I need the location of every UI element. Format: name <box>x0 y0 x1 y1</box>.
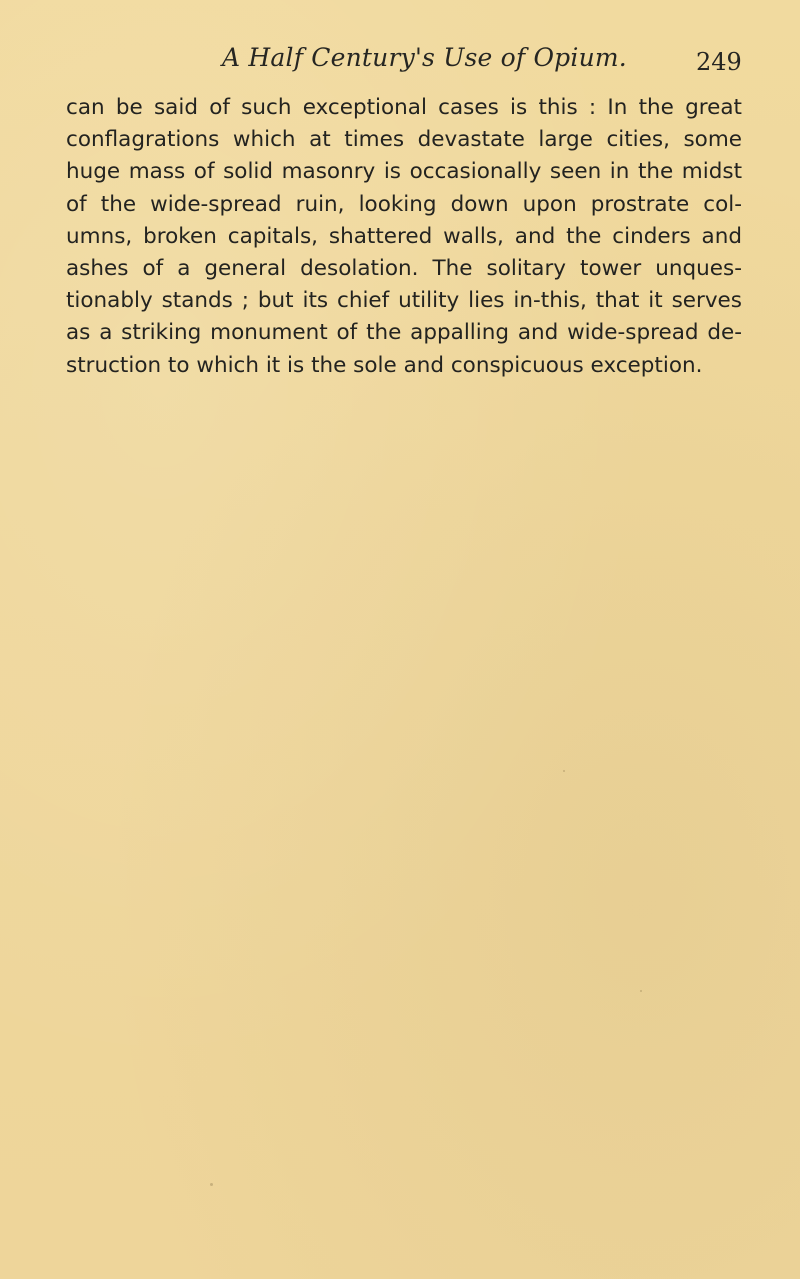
text-line: umns, broken capitals, shattered walls, and the cinders and <box>66 223 742 249</box>
text-line: tionably stands ; but its chief utility lies in-this, that it serves <box>66 288 742 314</box>
paper-speck <box>563 770 565 772</box>
body-paragraph <box>66 92 742 382</box>
text-line: struction to which it is the sole and conspicuous exception. <box>66 352 703 378</box>
text-line: can be said of such exceptional cases is this : In the great <box>66 95 742 120</box>
text-line: conflagrations which at times devastate large cities, some <box>66 127 742 153</box>
text-line: of the wide-spread ruin, looking down upon prostrate col- <box>66 191 742 217</box>
text-line: ashes of a general desolation. The solitary tower unques- <box>66 255 742 281</box>
text-line: as a striking monument of the appalling and wide-spread de- <box>66 320 742 346</box>
paper-speck <box>210 1183 213 1186</box>
running-title: A Half Century's Use of Opium. <box>222 43 627 72</box>
text-line: huge mass of solid masonry is occasionally seen in the midst <box>66 159 742 185</box>
page-number: 249 <box>696 48 742 76</box>
running-head <box>0 38 800 78</box>
paper-speck <box>640 990 642 992</box>
